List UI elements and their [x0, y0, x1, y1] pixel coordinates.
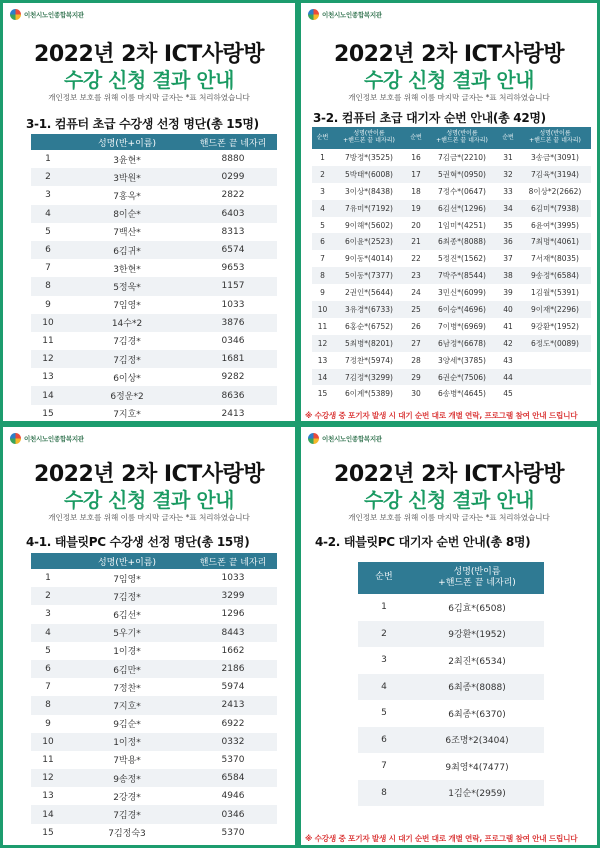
- org-logo-icon: [308, 433, 319, 444]
- title-line1: 2022년 2차 ICT사랑방: [334, 462, 564, 487]
- table-cell: 6최종*(8088): [410, 674, 544, 701]
- table-cell: 19: [405, 200, 427, 217]
- table-cell: 7: [320, 254, 325, 264]
- table-cell: 13: [42, 791, 54, 802]
- table-cell: 38: [497, 267, 519, 284]
- table-cell: 7김정*: [65, 350, 189, 368]
- table-cell: 7박용*: [113, 756, 141, 767]
- section-title: 4-1. 태블릿PC 수강생 선정 명단(총 15명): [26, 535, 250, 549]
- table-cell: 1: [381, 602, 387, 613]
- table-cell: 0346: [189, 805, 277, 823]
- table-cell: 7지호*: [113, 410, 141, 421]
- table-cell: 8313: [221, 226, 245, 237]
- table-cell: 22: [411, 254, 421, 264]
- col-seq: 순번: [405, 127, 427, 149]
- table-cell: 7정수*(0647): [438, 186, 486, 196]
- org-logo-icon: [10, 9, 21, 20]
- panel-tablet-selected: [3, 427, 295, 845]
- table-row: [31, 150, 277, 168]
- table-cell: 11: [317, 321, 328, 331]
- panel-computer-waitlist: [301, 3, 597, 421]
- table-cell: 20: [411, 220, 421, 230]
- table-cell: 13: [42, 372, 54, 383]
- table-cell: 10: [31, 314, 65, 332]
- table-row: [358, 780, 544, 807]
- table-cell: 8: [31, 696, 65, 714]
- waitlist-note: ※ 수강생 중 포기자 발생 시 대기 순번 대로 개별 연락, 프로그램 참여 안내 드립니다: [305, 834, 578, 843]
- table-cell: 9653: [221, 263, 245, 274]
- org-name: 이천시노인종합복지관: [24, 11, 84, 19]
- org-logo: [308, 433, 382, 444]
- title-line1: 2022년 2차 ICT사랑방: [34, 42, 264, 67]
- table-row: [31, 186, 277, 204]
- title-line1: 2022년 2차 ICT사랑방: [34, 462, 264, 487]
- table-row: [358, 621, 544, 648]
- table-cell: 29: [405, 369, 427, 386]
- table-cell: 8636: [189, 386, 277, 404]
- selected-table: [31, 134, 277, 421]
- table-cell: 44: [497, 369, 519, 386]
- table-cell: 14: [31, 805, 65, 823]
- table-cell: 8이순*: [65, 205, 189, 223]
- table-cell: 0346: [221, 335, 245, 346]
- table-row: [31, 715, 277, 733]
- table-cell: 9송정*: [65, 769, 189, 787]
- table-cell: 12: [31, 769, 65, 787]
- table-cell: [519, 385, 591, 402]
- table-row: [312, 385, 591, 402]
- table-cell: 45: [503, 389, 513, 399]
- table-cell: 11: [42, 754, 54, 765]
- section-title: 4-2. 태블릿PC 대기자 순번 안내(총 8명): [315, 535, 531, 549]
- table-cell: 8880: [221, 154, 245, 165]
- table-cell: 5최병*(8201): [333, 335, 405, 352]
- table-cell: 8: [358, 780, 410, 807]
- table-cell: 6윤여*(3995): [531, 220, 579, 230]
- table-row: [358, 674, 544, 701]
- table-cell: 8: [31, 277, 65, 295]
- table-cell: 5박태*(6008): [333, 166, 405, 183]
- table-cell: 7임영*: [113, 574, 141, 585]
- table-cell: 7이병*(6969): [438, 321, 486, 331]
- table-cell: 15: [42, 408, 54, 419]
- table-cell: 2: [31, 587, 65, 605]
- table-cell: 6: [312, 233, 333, 250]
- table-row: [312, 233, 591, 250]
- table-cell: 7방정*(3525): [345, 152, 393, 162]
- table-cell: 3송금*(3091): [531, 152, 579, 162]
- table-row: [358, 727, 544, 754]
- table-row: [31, 296, 277, 314]
- table-cell: 7: [45, 682, 51, 693]
- table-cell: 21: [405, 233, 427, 250]
- table-cell: 7김정숙3: [108, 829, 146, 840]
- table-row: [358, 753, 544, 780]
- table-cell: 5: [381, 708, 387, 719]
- title-line2: 수강 신청 결과 안내: [64, 488, 234, 512]
- table-cell: 3299: [189, 587, 277, 605]
- table-row: [358, 647, 544, 674]
- table-cell: 32: [497, 166, 519, 183]
- table-row: [312, 166, 591, 183]
- table-row: [312, 318, 591, 335]
- table-cell: 36: [497, 233, 519, 250]
- table-cell: 6홍순*(6752): [345, 321, 393, 331]
- org-name: 이천시노인종합복지관: [322, 11, 382, 19]
- table-cell: 5: [45, 226, 51, 237]
- table-cell: [519, 352, 591, 369]
- table-row: [312, 200, 591, 217]
- table-cell: 4: [31, 624, 65, 642]
- table-cell: 6조명*2(3404): [410, 727, 544, 754]
- table-cell: 3: [381, 655, 387, 666]
- table-cell: 14: [312, 369, 333, 386]
- table-cell: 5: [320, 220, 325, 230]
- table-cell: 7김금*(2210): [438, 152, 486, 162]
- table-row: [31, 769, 277, 787]
- privacy-note: 개인정보 보호를 위해 이름 마지막 글자는 *표 처리하였습니다: [48, 93, 250, 102]
- table-cell: 3이상*(8438): [345, 186, 393, 196]
- table-cell: 7임영*: [113, 301, 141, 312]
- table-row: [31, 168, 277, 186]
- waitlist-table: [312, 127, 591, 402]
- table-cell: [519, 369, 591, 386]
- org-logo: [10, 433, 84, 444]
- table-row: [31, 405, 277, 421]
- table-cell: 31: [503, 152, 513, 162]
- table-cell: 3윤현*: [113, 155, 141, 166]
- table-cell: 6김선*(1296): [427, 200, 497, 217]
- title-line2: 수강 신청 결과 안내: [64, 68, 234, 92]
- table-cell: 2413: [221, 408, 245, 419]
- table-row: [31, 314, 277, 332]
- table-cell: 6: [358, 727, 410, 754]
- table-cell: 5정진*(1562): [438, 254, 486, 264]
- table-cell: 6이계*(5389): [345, 389, 393, 399]
- table-cell: 42: [497, 335, 519, 352]
- table-cell: 8이상*2(2662): [528, 186, 582, 196]
- table-cell: 1: [320, 152, 325, 162]
- table-cell: 1033: [221, 299, 245, 310]
- table-cell: 0299: [189, 168, 277, 186]
- table-cell: 9: [45, 718, 51, 729]
- table-cell: 6정도*(0089): [519, 335, 591, 352]
- col-seq: 순번: [497, 127, 519, 149]
- table-cell: 6584: [189, 769, 277, 787]
- table-cell: 10: [31, 733, 65, 751]
- table-cell: 17: [405, 166, 427, 183]
- table-cell: 1681: [189, 350, 277, 368]
- table-cell: 14수*2: [65, 314, 189, 332]
- table-cell: 6403: [189, 205, 277, 223]
- table-cell: 6정운*2: [65, 386, 189, 404]
- table-cell: 16: [411, 152, 421, 162]
- table-row: [31, 660, 277, 678]
- table-row: [312, 149, 591, 166]
- waitlist-table: [358, 562, 544, 806]
- table-row: [31, 642, 277, 660]
- table-cell: 5우기*: [65, 624, 189, 642]
- table-row: [358, 594, 544, 621]
- table-cell: 2: [312, 166, 333, 183]
- table-cell: 9282: [221, 372, 245, 383]
- table-cell: 12: [312, 335, 333, 352]
- table-cell: 5370: [221, 827, 245, 838]
- table-cell: 13: [317, 355, 328, 365]
- table-cell: 8: [312, 267, 333, 284]
- table-cell: 9이해*(5602): [345, 220, 393, 230]
- table-cell: 24: [411, 288, 421, 298]
- table-row: [31, 569, 277, 587]
- table-cell: 7: [381, 761, 387, 772]
- privacy-note: 개인정보 보호를 위해 이름 마지막 글자는 *표 처리하였습니다: [48, 513, 250, 522]
- section-title: 3-1. 컴퓨터 초급 수강생 선정 명단(총 15명): [26, 117, 259, 131]
- org-name: 이천시노인종합복지관: [322, 435, 382, 443]
- table-cell: 6권순*(7506): [427, 369, 497, 386]
- table-row: [31, 277, 277, 295]
- table-cell: 5이동*(7377): [333, 267, 405, 284]
- table-cell: 7유미*(7192): [333, 200, 405, 217]
- table-cell: 6남정*(6678): [427, 335, 497, 352]
- table-cell: 2413: [189, 696, 277, 714]
- selected-table: [31, 553, 277, 842]
- section-title: 3-2. 컴퓨터 초급 대기자 순번 안내(총 42명): [313, 111, 546, 125]
- table-cell: 7: [45, 263, 51, 274]
- table-cell: 9김순*: [113, 720, 141, 731]
- table-cell: 14: [31, 386, 65, 404]
- table-cell: 0332: [189, 733, 277, 751]
- table-cell: 7김정*: [65, 587, 189, 605]
- col-name-phone: 성명(반이름 +핸드폰 끝 네자리): [427, 127, 497, 149]
- table-cell: 23: [405, 267, 427, 284]
- col-name-phone: 성명(반이름 +핸드폰 끝 네자리): [410, 562, 544, 594]
- table-cell: 2: [31, 168, 65, 186]
- table-cell: 7홍옥*: [113, 191, 141, 202]
- privacy-note: 개인정보 보호를 위해 이름 마지막 글자는 *표 처리하였습니다: [348, 513, 550, 522]
- table-cell: 1157: [189, 277, 277, 295]
- table-row: [31, 223, 277, 241]
- table-cell: 7김경*: [113, 337, 141, 348]
- table-cell: 1: [45, 154, 51, 165]
- table-cell: 7최명*(4061): [519, 233, 591, 250]
- table-cell: 6최종*(8088): [427, 233, 497, 250]
- table-cell: 6이윤*(2523): [333, 233, 405, 250]
- table-cell: 7김경*: [65, 805, 189, 823]
- table-row: [31, 733, 277, 751]
- table-cell: 4: [358, 674, 410, 701]
- table-cell: 2186: [189, 660, 277, 678]
- table-cell: 9강환*(1952): [410, 621, 544, 648]
- table-row: [312, 284, 591, 301]
- title-line1: 2022년 2차 ICT사랑방: [334, 42, 564, 67]
- table-row: [31, 696, 277, 714]
- table-cell: 37: [503, 254, 513, 264]
- table-row: [31, 386, 277, 404]
- table-row: [31, 241, 277, 259]
- table-cell: 3민신*(6099): [438, 288, 486, 298]
- privacy-note: 개인정보 보호를 위해 이름 마지막 글자는 *표 처리하였습니다: [348, 93, 550, 102]
- table-row: [312, 335, 591, 352]
- table-cell: 1임미*(4251): [438, 220, 486, 230]
- table-row: [312, 352, 591, 369]
- table-row: [31, 751, 277, 769]
- table-row: [312, 183, 591, 200]
- table-cell: 6김선*: [113, 610, 141, 621]
- table-cell: 3유경*(6733): [333, 301, 405, 318]
- table-cell: 1: [45, 573, 51, 584]
- table-cell: 9송정*(6584): [519, 267, 591, 284]
- table-cell: 34: [497, 200, 519, 217]
- table-row: [312, 369, 591, 386]
- table-cell: 41: [503, 321, 513, 331]
- table-cell: 3양세*(3785): [438, 355, 486, 365]
- org-logo-icon: [308, 9, 319, 20]
- table-cell: 11: [42, 335, 54, 346]
- table-cell: 6: [31, 660, 65, 678]
- title-line2: 수강 신청 결과 안내: [364, 488, 534, 512]
- table-cell: 28: [411, 355, 421, 365]
- col-name-phone: 성명(반이름 +핸드폰 끝 네자리): [519, 127, 591, 149]
- org-logo: [308, 9, 382, 20]
- org-name: 이천시노인종합복지관: [24, 435, 84, 443]
- table-row: [312, 217, 591, 234]
- panel-computer-selected: [3, 3, 295, 421]
- table-cell: 9이재*(2296): [519, 301, 591, 318]
- table-cell: 1662: [221, 645, 245, 656]
- table-cell: 6이상*: [113, 373, 141, 384]
- table-row: [31, 805, 277, 823]
- table-row: [31, 259, 277, 277]
- table-cell: 4946: [221, 791, 245, 802]
- table-cell: 27: [405, 335, 427, 352]
- table-cell: 7정찬*(5974): [345, 355, 393, 365]
- table-cell: 6김만*: [65, 660, 189, 678]
- table-cell: 6김귀*: [65, 241, 189, 259]
- table-cell: 5370: [221, 754, 245, 765]
- table-cell: 6김효*(6508): [448, 603, 506, 614]
- table-cell: 43: [503, 355, 513, 365]
- col-name: 성명(반+이름): [65, 553, 189, 569]
- table-cell: 2822: [221, 190, 245, 201]
- table-row: [31, 787, 277, 805]
- table-cell: 2권인*(5644): [345, 288, 393, 298]
- table-cell: 30: [411, 389, 421, 399]
- table-cell: 7박주*(8544): [427, 267, 497, 284]
- table-cell: 4: [312, 200, 333, 217]
- table-row: [31, 624, 277, 642]
- table-cell: 3876: [189, 314, 277, 332]
- table-row: [31, 587, 277, 605]
- table-cell: 6최종*(6370): [448, 709, 506, 720]
- table-cell: 25: [405, 301, 427, 318]
- table-cell: 10: [312, 301, 333, 318]
- table-cell: 3: [45, 609, 51, 620]
- table-cell: 9: [320, 288, 325, 298]
- table-cell: 1이경*: [113, 647, 141, 658]
- table-cell: 3한현*: [113, 264, 141, 275]
- table-cell: 9: [45, 299, 51, 310]
- table-cell: 1296: [221, 609, 245, 620]
- table-cell: 2: [358, 621, 410, 648]
- table-cell: 26: [411, 321, 421, 331]
- col-seq: 순번: [312, 127, 333, 149]
- table-cell: 9최영*4(7477): [445, 762, 509, 773]
- table-cell: 3: [45, 190, 51, 201]
- table-cell: 5정욱*: [65, 277, 189, 295]
- table-row: [358, 700, 544, 727]
- col-name: 성명(반+이름): [65, 134, 189, 150]
- table-cell: 3: [320, 186, 325, 196]
- table-cell: 7정찬*: [113, 683, 141, 694]
- table-cell: 2강경*: [113, 792, 141, 803]
- table-cell: 3박원*: [65, 168, 189, 186]
- table-cell: 5권혁*(0950): [427, 166, 497, 183]
- title-line2: 수강 신청 결과 안내: [364, 68, 534, 92]
- table-cell: 7김육*(3194): [519, 166, 591, 183]
- col-phone: 핸드폰 끝 네자리: [189, 134, 277, 150]
- table-cell: 4: [31, 205, 65, 223]
- panel-tablet-waitlist: [301, 427, 597, 845]
- table-cell: 7김정*(3299): [333, 369, 405, 386]
- col-name-phone: 성명(반이름 +핸드폰 끝 네자리): [333, 127, 405, 149]
- table-cell: 6이승*(4696): [427, 301, 497, 318]
- table-row: [31, 205, 277, 223]
- table-row: [31, 605, 277, 623]
- table-cell: 15: [42, 827, 54, 838]
- org-logo: [10, 9, 84, 20]
- table-cell: 40: [497, 301, 519, 318]
- table-row: [31, 368, 277, 386]
- table-cell: 9이동*(4014): [345, 254, 393, 264]
- table-cell: 5: [45, 645, 51, 656]
- table-cell: 7지호*: [65, 696, 189, 714]
- table-cell: 18: [411, 186, 421, 196]
- table-cell: 6574: [189, 241, 277, 259]
- table-cell: 7백산*: [113, 228, 141, 239]
- org-logo-icon: [10, 433, 21, 444]
- table-row: [31, 824, 277, 842]
- table-cell: 6송병*(4645): [438, 389, 486, 399]
- table-cell: 5974: [221, 682, 245, 693]
- table-cell: 39: [503, 288, 513, 298]
- table-cell: 15: [317, 389, 328, 399]
- table-cell: 35: [503, 220, 513, 230]
- table-cell: 33: [503, 186, 513, 196]
- table-row: [312, 301, 591, 318]
- table-cell: 6922: [221, 718, 245, 729]
- table-row: [31, 332, 277, 350]
- table-cell: 8443: [189, 624, 277, 642]
- col-phone: 핸드폰 끝 네자리: [189, 553, 277, 569]
- table-row: [31, 350, 277, 368]
- table-cell: 6: [31, 241, 65, 259]
- table-row: [312, 267, 591, 284]
- table-row: [31, 678, 277, 696]
- table-cell: 12: [31, 350, 65, 368]
- table-row: [312, 250, 591, 267]
- waitlist-note: ※ 수강생 중 포기자 발생 시 대기 순번 대로 개별 연락, 프로그램 참여 안내 드립니다: [305, 411, 578, 420]
- table-cell: 1김월*(5391): [531, 288, 579, 298]
- col-seq: 순번: [358, 562, 410, 594]
- table-cell: 1이정*: [65, 733, 189, 751]
- table-cell: 1김순*(2959): [410, 780, 544, 807]
- table-cell: 9강환*(1952): [531, 321, 579, 331]
- table-cell: 1033: [221, 573, 245, 584]
- table-cell: 7서재*(8035): [531, 254, 579, 264]
- table-cell: 6김미*(7938): [519, 200, 591, 217]
- table-cell: 2최진*(6534): [448, 656, 506, 667]
